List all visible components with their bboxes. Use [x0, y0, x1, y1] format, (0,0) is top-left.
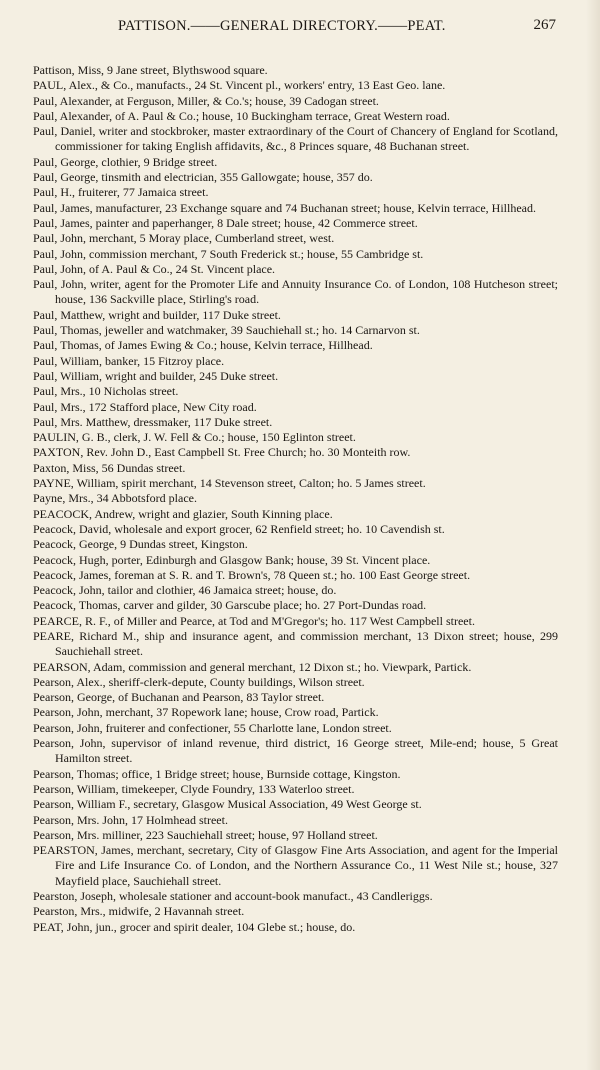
directory-entry: Paul, Thomas, jeweller and watchmaker, 39 Sauchiehall st.; ho. 14 Carnarvon st. [33, 323, 420, 338]
directory-entry: Peacock, Thomas, carver and gilder, 30 Garscube place; ho. 27 Port-Dundas road. [33, 598, 427, 613]
directory-entry: Pearson, John, fruiterer and confectioner, 55 Charlotte lane, London street. [33, 720, 392, 735]
directory-entry: Paul, James, manufacturer, 23 Exchange square and 74 Buchanan street; house, Kelvin terrace, Hillhead. [33, 200, 537, 215]
directory-entry: Paul, James, painter and paperhanger, 8 Dale street; house, 42 Commerce street. [33, 215, 418, 230]
directory-entry: Pearson, William, timekeeper, Clyde Foundry, 133 Waterloo street. [33, 781, 355, 796]
directory-entry: Paul, John, writer, agent for the Promoter Life and Annuity Insurance Co. of London, 108 Hutcheson street; house, 136 Sackville place, Stirling's road. [33, 277, 558, 307]
directory-entry: Pearson, Thomas; office, 1 Bridge street; house, Burnside cottage, Kingston. [33, 766, 401, 781]
directory-entry: Pattison, Miss, 9 Jane street, Blythswood square. [33, 63, 268, 77]
directory-entry: Paul, H., fruiterer, 77 Jamaica street. [33, 185, 209, 200]
directory-entry: PEAT, John, jun., grocer and spirit dealer, 104 Glebe st.; house, do. [33, 919, 356, 934]
directory-entry: PEACOCK, Andrew, wright and glazier, South Kinning place. [33, 506, 333, 521]
directory-entry: PEARCE, R. F., of Miller and Pearce, at Tod and M'Gregor's; ho. 117 West Campbell street. [33, 613, 475, 628]
page-number: 267 [533, 17, 556, 33]
running-title: PATTISON.——GENERAL DIRECTORY.——PEAT. [118, 18, 446, 34]
directory-entry: PAYNE, William, spirit merchant, 14 Stevenson street, Calton; ho. 5 James street. [33, 476, 426, 491]
directory-entry: Paul, Daniel, writer and stockbroker, master extraordinary of the Court of Chancery of England for Scotland, commissioner for taking English affidavits, &c., 8 Princes square, 48 Buchanan street. [33, 124, 558, 154]
directory-entry: Peacock, John, tailor and clothier, 46 Jamaica street; house, do. [33, 583, 337, 598]
directory-entry: Paul, John, of A. Paul & Co., 24 St. Vincent place. [33, 261, 276, 276]
directory-entry: Pearson, George, of Buchanan and Pearson, 83 Taylor street. [33, 690, 325, 705]
directory-entry: Paul, John, commission merchant, 7 South Frederick st.; house, 55 Cambridge st. [33, 246, 424, 261]
directory-entry: Pearston, Mrs., midwife, 2 Havannah street. [33, 904, 245, 919]
directory-entry: Paul, Mrs., 10 Nicholas street. [33, 384, 179, 399]
directory-entry: Pearson, John, supervisor of inland revenue, third district, 16 George street, Mile-end; house, 5 Great Hamilton street. [33, 736, 558, 766]
page-header [0, 18, 600, 40]
directory-entry: Paul, John, merchant, 5 Moray place, Cumberland street, west. [33, 231, 335, 246]
directory-entry: Paul, George, tinsmith and electrician, 355 Gallowgate; house, 357 do. [33, 170, 373, 185]
directory-entry: PAUL, Alex., & Co., manufacts., 24 St. Vincent pl., workers' entry, 13 East Geo. lane. [33, 78, 446, 93]
directory-entry: PEARSTON, James, merchant, secretary, City of Glasgow Fine Arts Association, and agent for the Imperial Fire and Life Insurance Co. of London, and the Northern Assurance Co., 11 West Nile st.; house, 327 Mayfield place, Sauchiehall street. [33, 843, 558, 888]
directory-entries [33, 63, 558, 935]
directory-entry: Peacock, James, foreman at S. R. and T. Brown's, 78 Queen st.; ho. 100 East George street. [33, 567, 471, 582]
directory-entry: Paul, Thomas, of James Ewing & Co.; house, Kelvin terrace, Hillhead. [33, 338, 373, 353]
directory-entry: Peacock, George, 9 Dundas street, Kingston. [33, 537, 248, 552]
directory-entry: PEARE, Richard M., ship and insurance agent, and commission merchant, 13 Dixon street; house, 299 Sauchiehall street. [33, 628, 558, 659]
directory-entry: Paul, Mrs. Matthew, dressmaker, 117 Duke street. [33, 414, 273, 429]
directory-entry: Pearston, Joseph, wholesale stationer and account-book manufact., 43 Candleriggs. [33, 889, 433, 904]
directory-entry: Paxton, Miss, 56 Dundas street. [33, 460, 186, 475]
directory-entry: Paul, William, banker, 15 Fitzroy place. [33, 353, 225, 368]
directory-entry: Paul, Mrs., 172 Stafford place, New City road. [33, 399, 257, 414]
directory-entry: Payne, Mrs., 34 Abbotsford place. [33, 491, 197, 506]
directory-entry: Paul, Alexander, of A. Paul & Co.; house, 10 Buckingham terrace, Great Western road. [33, 108, 450, 123]
directory-entry: PAXTON, Rev. John D., East Campbell St. Free Church; ho. 30 Monteith row. [33, 445, 411, 460]
directory-entry: Peacock, David, wholesale and export grocer, 62 Renfield street; ho. 10 Cavendish st. [33, 521, 445, 536]
directory-entry: PAULIN, G. B., clerk, J. W. Fell & Co.; house, 150 Eglinton street. [33, 430, 356, 445]
directory-entry: Peacock, Hugh, porter, Edinburgh and Glasgow Bank; house, 39 St. Vincent place. [33, 552, 431, 567]
directory-entry: Pearson, Alex., sheriff-clerk-depute, County buildings, Wilson street. [33, 674, 365, 689]
directory-entry: PEARSON, Adam, commission and general merchant, 12 Dixon st.; ho. Viewpark, Partick. [33, 659, 472, 674]
directory-entry: Paul, Alexander, at Ferguson, Miller, & Co.'s; house, 39 Cadogan street. [33, 93, 379, 108]
directory-entry: Pearson, John, merchant, 37 Ropework lane; house, Crow road, Partick. [33, 705, 379, 720]
directory-entry: Pearson, Mrs. John, 17 Holmhead street. [33, 812, 228, 827]
directory-entry: Paul, Matthew, wright and builder, 117 Duke street. [33, 307, 281, 322]
directory-entry: Paul, George, clothier, 9 Bridge street. [33, 154, 218, 169]
page-edge-shadow [586, 0, 600, 1070]
directory-entry: Paul, William, wright and builder, 245 Duke street. [33, 368, 279, 383]
directory-entry: Pearson, William F., secretary, Glasgow Musical Association, 49 West George st. [33, 797, 422, 812]
directory-entry: Pearson, Mrs. milliner, 223 Sauchiehall street; house, 97 Holland street. [33, 827, 378, 842]
